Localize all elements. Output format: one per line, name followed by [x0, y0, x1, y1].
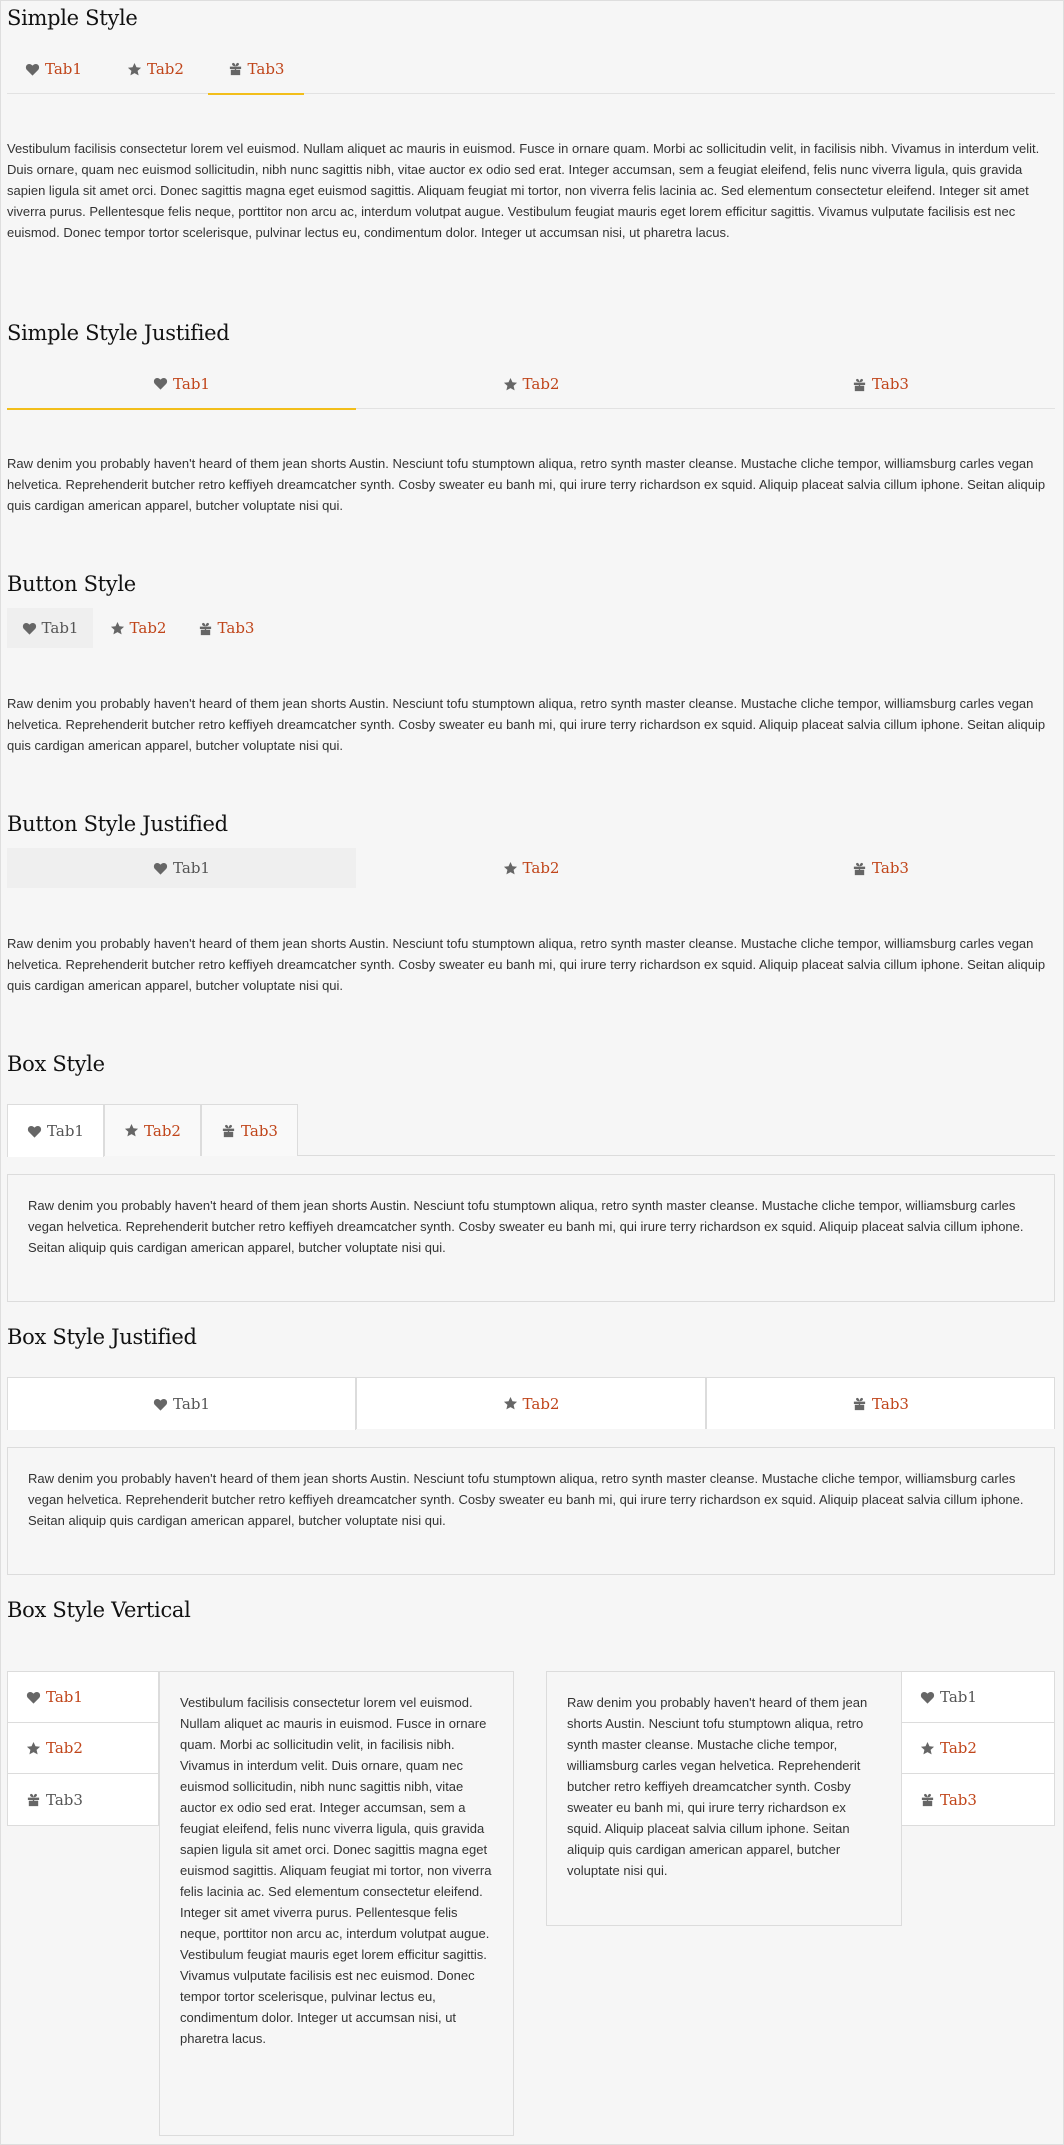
star-icon	[124, 1123, 139, 1138]
heart-icon	[25, 62, 40, 77]
vertical-tab-nav-left	[7, 1671, 159, 1826]
tab-nav	[7, 1377, 1055, 1429]
section-title: Button Style Justified	[7, 812, 228, 836]
tab-2[interactable]	[103, 608, 173, 648]
tab-label: Tab1	[45, 60, 82, 78]
heart-icon	[920, 1690, 935, 1705]
tab-2[interactable]	[356, 1377, 706, 1429]
heart-icon	[153, 1397, 168, 1412]
tab-nav	[7, 1104, 1055, 1156]
tab-3[interactable]	[201, 1104, 298, 1156]
star-icon	[503, 861, 518, 876]
tab-label: Tab2	[940, 1739, 977, 1757]
tab-label: Tab3	[872, 375, 909, 393]
tab-label: Tab3	[872, 859, 909, 877]
section-simple-style	[7, 6, 1055, 240]
tab-panel	[7, 1174, 1055, 1302]
tab-label: Tab3	[872, 1394, 909, 1413]
tab-label: Tab2	[522, 1394, 560, 1413]
section-box-style	[7, 1052, 1055, 1255]
gift-icon	[920, 1792, 935, 1807]
tab-1[interactable]	[7, 608, 93, 648]
section-title: Box Style Vertical	[7, 1598, 191, 1622]
tab-2[interactable]	[8, 1723, 158, 1774]
star-icon	[503, 1396, 518, 1411]
tab-1[interactable]	[7, 1104, 104, 1157]
gift-icon	[852, 1396, 867, 1411]
section-button-style	[7, 572, 1055, 753]
tab-panel-text: Vestibulum facilisis consectetur lorem vel euismod. Nullam aliquet ac mauris in euismod. Fusce in ornare quam. Morbi ac sollicitudin velit, in facilisis nibh. Vivamus in interdum velit. Duis ornare, quam nec euismod sollicitudin, nibh nunc sagittis nibh, vitae auctor ex odio sed erat. Integer accumsan, sem a feugiat eleifend, felis nunc viverra ligula, quis gravida sapien ligula sit amet orci. Donec sagittis magna eget euismod sagittis. Aliquam feugiat mi tortor, non viverra felis lacinia ac. Sed elementum consectetur eleifend. Integer sit amet viverra purus. Pellentesque felis neque, porttitor non arcu ac, interdum volutpat augue. Vestibulum feugiat mauris eget lorem efficitur sagittis. Vivamus vulputate facilisis est nec euismod. Donec tempor tortor scelerisque, pulvinar lectus eu, condimentum dolor. Integer ut accumsan nisi, ut pharetra lacus.	[180, 1695, 492, 2046]
tab-label: Tab1	[173, 374, 210, 393]
vertical-tab-panel-right	[546, 1671, 902, 1926]
tab-label: Tab3	[241, 1121, 278, 1140]
tab-label: Tab3	[217, 619, 255, 637]
tab-2[interactable]	[127, 44, 184, 94]
section-button-justified	[7, 812, 1055, 993]
heart-icon	[153, 376, 168, 391]
gift-icon	[852, 377, 867, 392]
tab-2[interactable]	[104, 1104, 201, 1156]
gift-icon	[852, 861, 867, 876]
tab-panel	[7, 1447, 1055, 1575]
tab-label: Tab2	[129, 619, 167, 637]
section-title: Simple Style Justified	[7, 321, 230, 345]
tab-label: Tab1	[940, 1688, 977, 1706]
gift-icon	[26, 1792, 41, 1807]
tab-1[interactable]	[7, 359, 356, 410]
star-icon	[920, 1741, 935, 1756]
tab-label: Tab3	[940, 1790, 977, 1809]
section-simple-justified	[7, 321, 1055, 513]
gift-icon	[198, 621, 213, 636]
section-title: Button Style	[7, 572, 136, 596]
tab-panel-text: Raw denim you probably haven't heard of them jean shorts Austin. Nesciunt tofu stumptown aliqua, retro synth master cleanse. Mustache cliche tempor, williamsburg carles vegan helvetica. Reprehenderit butcher retro keffiyeh dreamcatcher synth. Cosby sweater eu banh mi, qui irure terry richardson ex squid. Aliquip placeat salvia cillum iphone. Seitan aliquip quis cardigan american apparel, butcher voluptate nisi qui.	[7, 696, 1046, 753]
tab-2[interactable]	[902, 1723, 1054, 1774]
heart-icon	[22, 621, 37, 636]
tab-label: Tab1	[173, 859, 210, 877]
section-title: Simple Style	[7, 6, 138, 30]
tab-1[interactable]	[902, 1672, 1054, 1723]
vertical-tab-nav-right	[901, 1671, 1055, 1826]
tab-1[interactable]	[8, 1672, 158, 1723]
heart-icon	[27, 1124, 42, 1139]
tab-nav	[7, 848, 1055, 888]
tab-3[interactable]	[706, 848, 1055, 888]
vertical-tab-panel-left	[159, 1671, 514, 2136]
tab-2[interactable]	[356, 848, 706, 888]
tab-3[interactable]	[902, 1774, 1054, 1825]
section-box-vertical	[7, 1598, 1055, 2138]
tab-3[interactable]	[191, 608, 261, 648]
tab-label: Tab3	[247, 59, 285, 78]
tab-panel-text: Raw denim you probably haven't heard of them jean shorts Austin. Nesciunt tofu stumptown aliqua, retro synth master cleanse. Mustache cliche tempor, williamsburg carles vegan helvetica. Reprehenderit butcher retro keffiyeh dreamcatcher synth. Cosby sweater eu banh mi, qui irure terry richardson ex squid. Aliquip placeat salvia cillum iphone. Seitan aliquip quis cardigan american apparel, butcher voluptate nisi qui.	[28, 1198, 1024, 1255]
tab-label: Tab2	[144, 1121, 181, 1140]
tab-2[interactable]	[356, 359, 706, 409]
tab-nav	[7, 608, 1055, 648]
tab-label: Tab2	[147, 60, 184, 78]
tab-nav	[7, 44, 1055, 94]
star-icon	[26, 1741, 41, 1756]
gift-icon	[221, 1123, 236, 1138]
star-icon	[110, 621, 125, 636]
gift-icon	[228, 61, 243, 76]
tab-label: Tab2	[522, 375, 560, 393]
heart-icon	[26, 1690, 41, 1705]
tab-panel-text: Vestibulum facilisis consectetur lorem vel euismod. Nullam aliquet ac mauris in euismod. Fusce in ornare quam. Morbi ac sollicitudin velit, in facilisis nibh. Vivamus in interdum velit. Duis ornare, quam nec euismod sollicitudin, nibh nunc sagittis nibh, vitae auctor ex odio sed erat. Integer accumsan, sem a feugiat eleifend, felis nunc viverra ligula, quis gravida sapien ligula sit amet orci. Donec sagittis magna eget euismod sagittis. Aliquam feugiat mi tortor, non viverra felis lacinia ac. Sed elementum consectetur eleifend. Integer sit amet viverra purus. Pellentesque felis neque, porttitor non arcu ac, interdum volutpat augue. Vestibulum feugiat mauris eget lorem efficitur sagittis. Vivamus vulputate facilisis est nec euismod. Donec tempor tortor scelerisque, pulvinar lectus eu, condimentum dolor. Integer ut accumsan nisi, ut pharetra lacus.	[7, 141, 1040, 240]
tab-label: Tab2	[46, 1739, 83, 1757]
section-title: Box Style	[7, 1052, 105, 1076]
tab-nav	[7, 359, 1055, 409]
section-box-justified	[7, 1325, 1055, 1528]
tab-1[interactable]	[7, 1377, 356, 1430]
tab-panel-text: Raw denim you probably haven't heard of them jean shorts Austin. Nesciunt tofu stumptown aliqua, retro synth master cleanse. Mustache cliche tempor, williamsburg carles vegan helvetica. Reprehenderit butcher retro keffiyeh dreamcatcher synth. Cosby sweater eu banh mi, qui irure terry richardson ex squid. Aliquip placeat salvia cillum iphone. Seitan aliquip quis cardigan american apparel, butcher voluptate nisi qui.	[567, 1695, 868, 1878]
star-icon	[503, 377, 518, 392]
heart-icon	[153, 861, 168, 876]
tab-label: Tab1	[41, 619, 79, 637]
tab-label: Tab1	[47, 1122, 84, 1140]
tab-panel-text: Raw denim you probably haven't heard of them jean shorts Austin. Nesciunt tofu stumptown aliqua, retro synth master cleanse. Mustache cliche tempor, williamsburg carles vegan helvetica. Reprehenderit butcher retro keffiyeh dreamcatcher synth. Cosby sweater eu banh mi, qui irure terry richardson ex squid. Aliquip placeat salvia cillum iphone. Seitan aliquip quis cardigan american apparel, butcher voluptate nisi qui.	[7, 456, 1046, 513]
tab-panel-text: Raw denim you probably haven't heard of them jean shorts Austin. Nesciunt tofu stumptown aliqua, retro synth master cleanse. Mustache cliche tempor, williamsburg carles vegan helvetica. Reprehenderit butcher retro keffiyeh dreamcatcher synth. Cosby sweater eu banh mi, qui irure terry richardson ex squid. Aliquip placeat salvia cillum iphone. Seitan aliquip quis cardigan american apparel, butcher voluptate nisi qui.	[28, 1471, 1024, 1528]
tab-1[interactable]	[7, 848, 356, 888]
tab-3[interactable]	[706, 1377, 1055, 1429]
star-icon	[127, 62, 142, 77]
tab-label: Tab1	[173, 1395, 210, 1413]
tab-1[interactable]	[25, 44, 82, 94]
tab-label: Tab1	[46, 1688, 83, 1706]
tab-panel-text: Raw denim you probably haven't heard of them jean shorts Austin. Nesciunt tofu stumptown aliqua, retro synth master cleanse. Mustache cliche tempor, williamsburg carles vegan helvetica. Reprehenderit butcher retro keffiyeh dreamcatcher synth. Cosby sweater eu banh mi, qui irure terry richardson ex squid. Aliquip placeat salvia cillum iphone. Seitan aliquip quis cardigan american apparel, butcher voluptate nisi qui.	[7, 936, 1046, 993]
tab-label: Tab3	[46, 1790, 83, 1809]
tab-3[interactable]	[8, 1774, 158, 1825]
tab-3[interactable]	[208, 44, 304, 95]
tab-label: Tab2	[522, 859, 560, 877]
section-title: Box Style Justified	[7, 1325, 197, 1349]
tab-3[interactable]	[706, 359, 1055, 409]
